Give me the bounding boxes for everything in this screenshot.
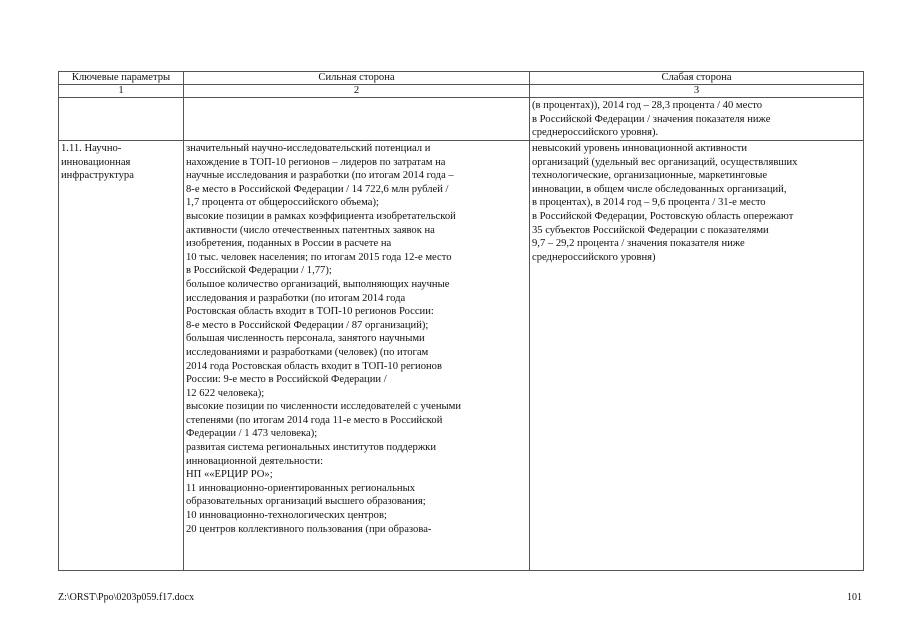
strength-text-line: исследования и разработки (по итогам 2014 года: [186, 292, 406, 304]
weakness-text-line: организаций (удельный вес организаций, осуществлявших: [532, 156, 798, 168]
strength-text-line: высокие позиции по численности исследователей с учеными: [186, 401, 461, 413]
strength-text-line: 8-е место в Российской Федерации / 87 организаций);: [186, 319, 429, 331]
column-number-row: [59, 85, 864, 98]
header-strength: Сильная сторона: [184, 72, 530, 85]
weakness-text-line: 9,7 – 29,2 процента / значения показателя ниже: [532, 238, 745, 250]
swot-table: [58, 71, 864, 571]
continuation-row: [59, 98, 864, 141]
footer-page-number: 101: [847, 592, 862, 603]
strength-text-line: развитая система региональных институтов поддержки: [186, 442, 436, 454]
strength-text-line: 1,7 процента от общероссийского объема);: [186, 197, 379, 209]
weakness-text-line: в Российской Федерации, Ростовскую область опережают: [532, 210, 794, 222]
strength-text-line: в Российской Федерации / 1,77);: [186, 265, 332, 277]
strength-text-line: России: 9-е место в Российской Федерации /: [186, 374, 387, 386]
strength-text-line: 10 инновационно-технологических центров;: [186, 510, 387, 522]
strength-text-line: значительный научно-исследовательский потенциал и: [186, 143, 431, 154]
weakness-text-line: в Российской Федерации / значения показателя ниже: [532, 113, 771, 125]
strength-text-line: Федерации / 1 473 человека);: [186, 428, 318, 440]
header-row: [59, 72, 864, 85]
continuation-strength-cell: [184, 98, 530, 141]
weakness-text-line: среднероссийского уровня).: [532, 127, 659, 139]
param-text-line: 1.11. Научно-: [61, 143, 122, 154]
weakness-cell: [530, 141, 864, 571]
weakness-text-line: инновации, в общем числе обследованных организаций,: [532, 183, 787, 195]
column-number-1: 1: [59, 85, 184, 98]
strength-text-line: большое количество организаций, выполняющих научные: [186, 278, 450, 290]
strength-text-line: 11 инновационно-ориентированных региональных: [186, 482, 415, 494]
footer-file-path: Z:\ORST\Ppo\0203p059.f17.docx: [58, 592, 195, 603]
weakness-text-line: технологические, организационные, маркетинговые: [532, 170, 768, 182]
strength-text-line: нахождение в ТОП-10 регионов – лидеров по затратам на: [186, 156, 446, 168]
weakness-text-line: среднероссийского уровня): [532, 251, 656, 263]
strength-text-line: 2014 года Ростовская область входит в ТОП-10 регионов: [186, 360, 442, 372]
table-row: [59, 141, 864, 571]
continuation-param-cell: [59, 98, 184, 141]
strength-text-line: исследованиями и разработками (человек) (по итогам: [186, 346, 429, 358]
strength-cell: [184, 141, 530, 571]
strength-text-line: 20 центров коллективного пользования (при образова-: [186, 523, 432, 535]
strength-text-line: степенями (по итогам 2014 года 11-е место в Российской: [186, 414, 443, 426]
strength-text-line: высокие позиции в рамках коэффициента изобретательской: [186, 210, 456, 222]
weakness-text-line: (в процентах)), 2014 год – 28,3 процента / 40 место: [532, 100, 763, 111]
header-weakness: Слабая сторона: [530, 72, 864, 85]
weakness-text-line: невысокий уровень инновационной активности: [532, 143, 748, 154]
strength-text-line: 8-е место в Российской Федерации / 14 722,6 млн рублей /: [186, 183, 449, 195]
column-number-3: 3: [530, 85, 864, 98]
strength-text-line: образовательных организаций высшего образования;: [186, 496, 426, 508]
param-cell: [59, 141, 184, 571]
strength-text-line: 10 тыс. человек населения; по итогам 2015 года 12-е место: [186, 251, 452, 263]
strength-text-line: инновационной деятельности:: [186, 455, 324, 467]
strength-text-line: НП ««ЕРЦИР РО»;: [186, 469, 273, 481]
strength-text-line: активности (число отечественных патентных заявок на: [186, 224, 435, 236]
header-key-parameters: Ключевые параметры: [59, 72, 184, 85]
weakness-text-line: в процентах), в 2014 год – 9,6 процента / 31-е место: [532, 197, 766, 209]
strength-text-line: Ростовская область входит в ТОП-10 регионов России:: [186, 306, 434, 318]
continuation-weakness-cell: [530, 98, 864, 141]
param-text-line: инфраструктура: [61, 170, 134, 182]
weakness-text-line: 35 субъектов Российской Федерации с показателями: [532, 224, 769, 236]
strength-text-line: научные исследования и разработки (по итогам 2014 года –: [186, 170, 454, 182]
strength-text-line: большая численность персонала, занятого научными: [186, 333, 425, 345]
param-text-line: инновационная: [61, 156, 131, 168]
strength-text-line: 12 622 человека);: [186, 387, 265, 399]
column-number-2: 2: [184, 85, 530, 98]
strength-text-line: изобретения, поданных в России в расчете на: [186, 238, 392, 250]
